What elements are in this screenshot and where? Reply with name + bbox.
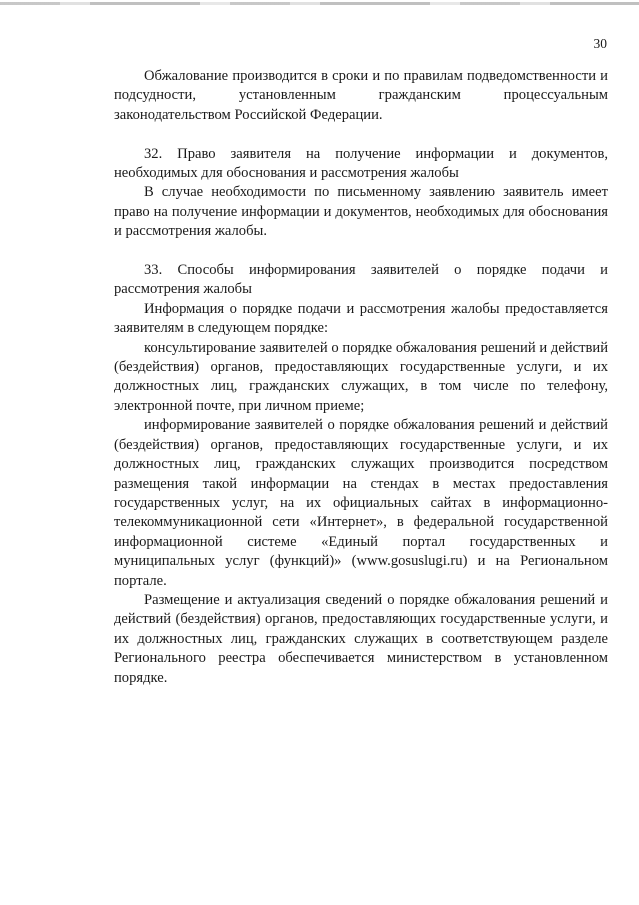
section-33-heading: 33. Способы информирования заявителей о порядке подачи и рассмотрения жалобы (114, 262, 608, 298)
page-number: 30 (593, 36, 607, 51)
section-33-item-informing: информирование заявителей о порядке обжалования решений и действий (бездействия) органов, предоставляющих государственные услуги, и их должностных лиц, гражданских служащих производится посредством размещения такой информации на стендах в местах предоставления государственных услуг, на их официальных сайтах в информационно-телекоммуникационной сети «Интернет», в федеральной государственной информационной системе «Единый портал государственных и муниципальных услуг (функций)» (www.gosuslugi.ru) и на Региональном портале. (114, 417, 608, 589)
paragraph-appeal-procedure: Обжалование производится в сроки и по правилам подведомственности и подсудности, установленным гражданским процессуальным законодательством Российской Федерации. (114, 68, 608, 123)
section-32-heading: 32. Право заявителя на получение информации и документов, необходимых для обоснования и рассмотрения жалобы (114, 145, 608, 182)
section-33-item-consulting: консультирование заявителей о порядке обжалования решений и действий (бездействия) органов, предоставляющих государственные услуги, и их должностных лиц, гражданских служащих, в том числе по телефону, электронной почте, при личном приеме; (114, 339, 608, 414)
section-33-closing: Размещение и актуализация сведений о порядке обжалования решений и действий (бездействия) органов, предоставляющих государственные услуги, и их должностных лиц, гражданских служащих в соответствующем разделе Регионального реестра обеспечивается министерством в установленном порядке. (114, 591, 608, 686)
section-33-intro: Информация о порядке подачи и рассмотрения жалобы предоставляется заявителям в следующем порядке: (114, 300, 608, 337)
document-body (114, 67, 608, 688)
scan-top-edge (0, 2, 639, 5)
section-32-body: В случае необходимости по письменному заявлению заявитель имеет право на получение информации и документов, необходимых для обоснования и рассмотрения жалобы. (114, 184, 608, 240)
